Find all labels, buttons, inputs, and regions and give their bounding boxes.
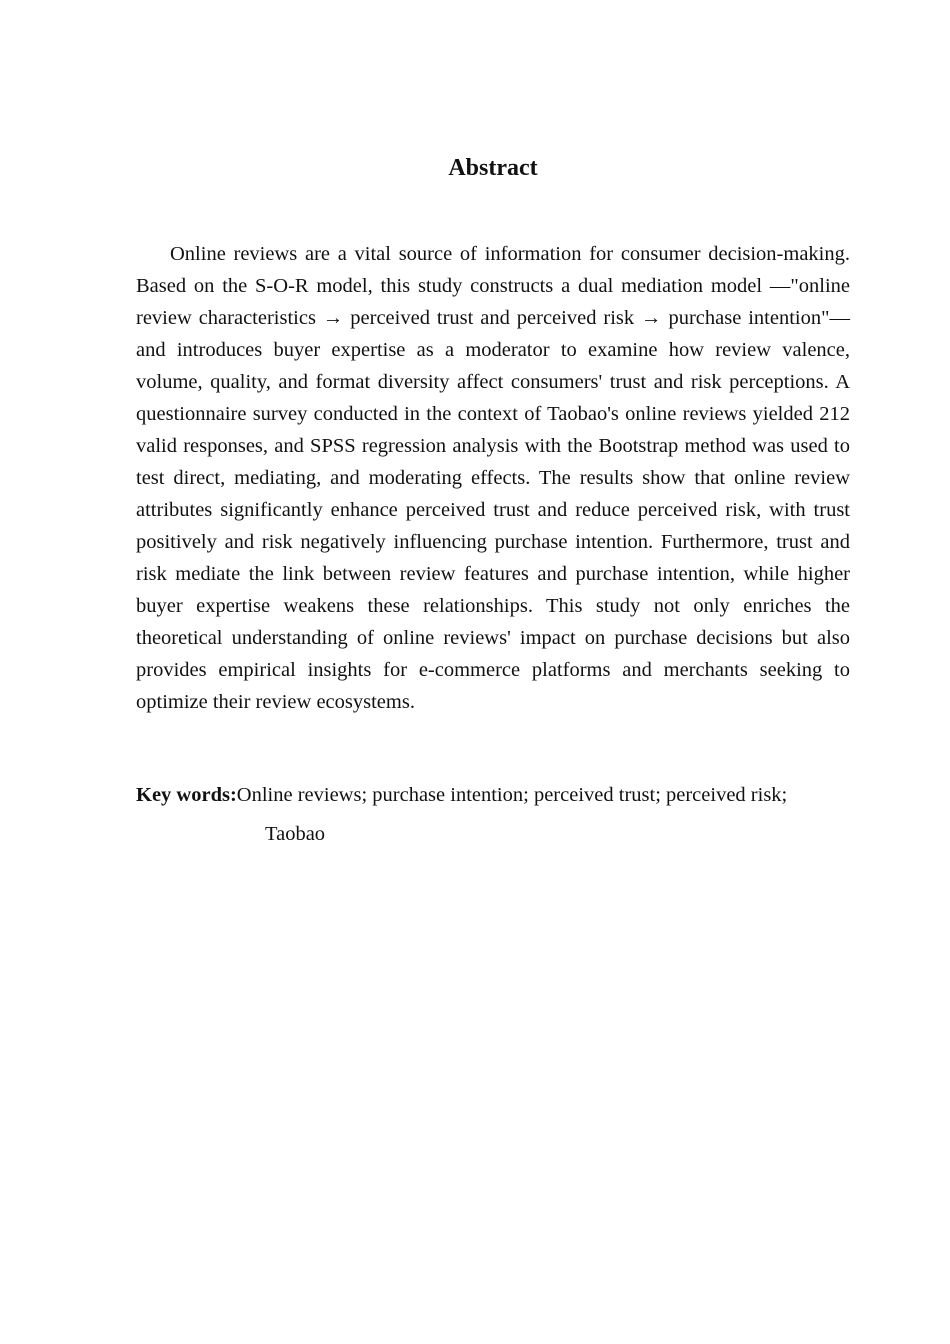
abstract-title: Abstract — [448, 155, 538, 181]
keywords-list: Online reviews; purchase intention; perceived trust; perceived risk; — [236, 784, 788, 806]
keywords-label: Key words: — [136, 784, 237, 806]
abstract-body: Online reviews are a vital source of information for consumer decision-making. Based on the S-O-R model, this study constructs a dual mediation model —"online review characteristics → perceived trust and perceived risk → purchase intention"—and introduces buyer expertise as a moderator to examine how review valence, volume, quality, and format diversity affect consumers' trust and risk perceptions. A questionnaire survey conducted in the context of Taobao's online reviews yielded 212 valid responses, and SPSS regression analysis with the Bootstrap method was used to test direct, mediating, and moderating effects. The results show that online review attributes significantly enhance perceived trust and reduce perceived risk, with trust positively and risk negatively influencing purchase intention. Furthermore, trust and risk mediate the link between review features and purchase intention, while higher buyer expertise weakens these relationships. This study not only enriches the theoretical understanding of online reviews' impact on purchase decisions but also provides empirical insights for e-commerce platforms and merchants seeking to optimize their review ecosystems. — [136, 243, 850, 713]
keywords-section — [136, 776, 850, 854]
keywords-list-continued: Taobao — [265, 823, 326, 845]
